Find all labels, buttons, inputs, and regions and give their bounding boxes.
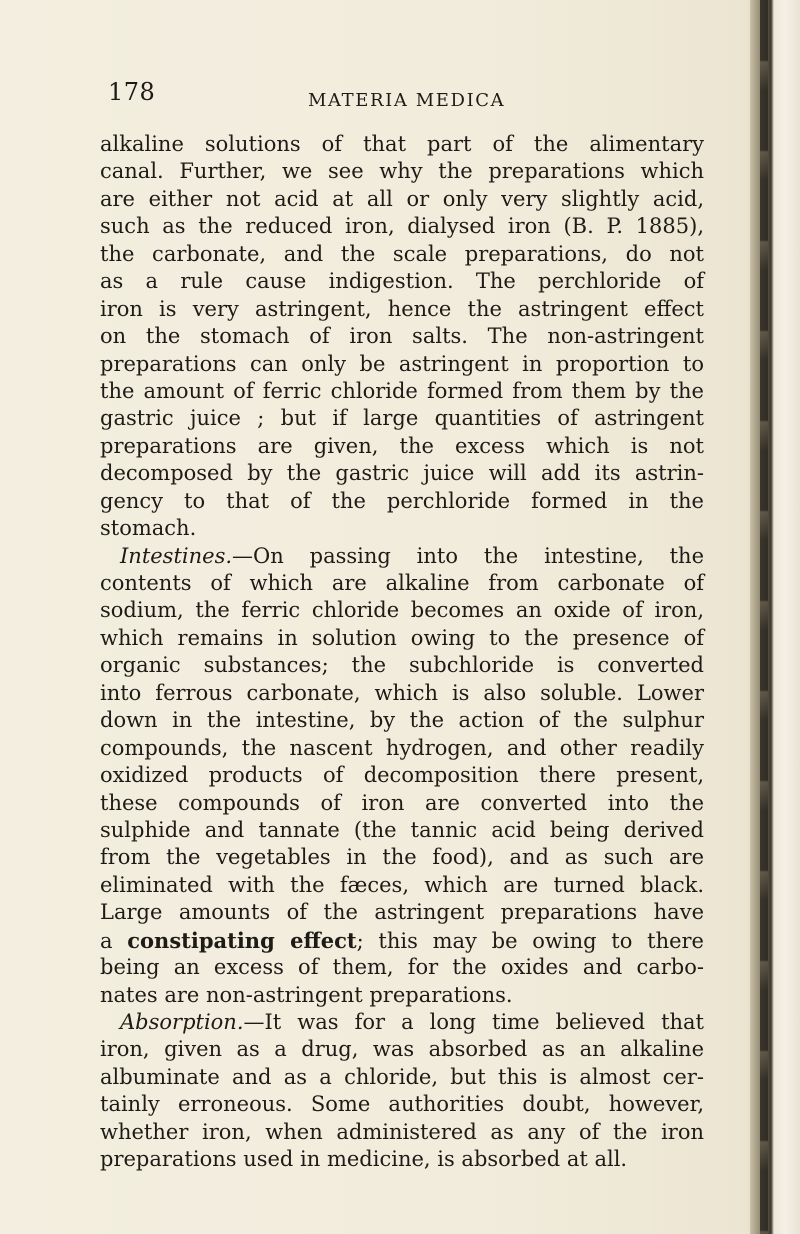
text-line: the carbonate, and the scale preparations, do not: [100, 241, 704, 266]
text-line: organic substances; the subchloride is converted: [100, 653, 704, 678]
text-line: are either not acid at all or only very slightly acid,: [100, 186, 704, 211]
text-line: stomach.: [100, 516, 197, 541]
text-line: oxidized products of decomposition there present,: [100, 763, 704, 788]
text-run: ; this may be owing to there: [356, 928, 704, 953]
text-line: as a rule cause indigestion. The perchloride of: [100, 269, 704, 294]
text-line: eliminated with the fæces, which are turned black.: [100, 872, 704, 897]
text-line: from the vegetables in the food), and as such are: [100, 845, 704, 870]
text-line: tainly erroneous. Some authorities doubt, however,: [100, 1092, 704, 1117]
text-run: —On passing into the intestine, the: [232, 543, 704, 568]
paragraph-start-intestines: [100, 543, 704, 570]
text-line: decomposed by the gastric juice will add its astrin-: [100, 461, 704, 486]
text-line: down in the intestine, by the action of the sulphur: [100, 708, 704, 733]
text-line: Large amounts of the astringent preparations have: [100, 900, 704, 925]
text-line: preparations can only be astringent in proportion to: [100, 351, 704, 376]
emphasis-constipating-effect: constipating effect: [127, 927, 357, 953]
text-run: —It was for a long time believed that: [243, 1010, 704, 1034]
text-line: whether iron, when administered as any of the iron: [100, 1119, 704, 1144]
text-line: into ferrous carbonate, which is also soluble. Lower: [100, 680, 704, 705]
text-line: these compounds of iron are converted into the: [100, 790, 704, 815]
text-line: such as the reduced iron, dialysed iron (B. P. 1885),: [100, 214, 704, 239]
text-line: gency to that of the perchloride formed in the: [100, 488, 704, 513]
text-line: canal. Further, we see why the preparations which: [100, 159, 704, 184]
page-number: 178: [108, 78, 156, 106]
text-line: sodium, the ferric chloride becomes an oxide of iron,: [100, 598, 704, 623]
text-line: which remains in solution owing to the presence of: [100, 625, 704, 650]
section-heading-intestines: Intestines.: [120, 543, 233, 568]
text-line-bold-phrase: [100, 927, 704, 954]
text-line: preparations used in medicine, is absorbed at all.: [100, 1147, 628, 1172]
paragraph-start-absorption: [100, 1009, 704, 1036]
text-line: contents of which are alkaline from carbonate of: [100, 571, 704, 595]
section-heading-absorption: Absorption.: [120, 1010, 244, 1034]
running-head: MATERIA MEDICA: [308, 90, 506, 111]
text-line: on the stomach of iron salts. The non-astringent: [100, 324, 704, 349]
text-line: iron is very astringent, hence the astringent effect: [100, 296, 704, 321]
text-line: preparations are given, the excess which is not: [100, 433, 704, 458]
text-line: gastric juice ; but if large quantities of astringent: [100, 406, 704, 431]
page-header: [108, 74, 638, 114]
text-line: the amount of ferric chloride formed from them by the: [100, 378, 704, 403]
text-run: a: [100, 928, 128, 953]
text-line: compounds, the nascent hydrogen, and other readily: [100, 735, 704, 760]
text-line: nates are non-astringent preparations.: [100, 982, 513, 1007]
text-line: alkaline solutions of that part of the alimentary: [100, 132, 704, 156]
body-text: [100, 131, 704, 1174]
text-line: iron, given as a drug, was absorbed as an alkaline: [100, 1037, 704, 1062]
text-line: albuminate and as a chloride, but this is almost cer-: [100, 1064, 704, 1089]
book-spine-edge: [750, 0, 800, 1234]
text-line: sulphide and tannate (the tannic acid being derived: [100, 817, 704, 842]
text-line: being an excess of them, for the oxides and carbo-: [100, 955, 704, 980]
